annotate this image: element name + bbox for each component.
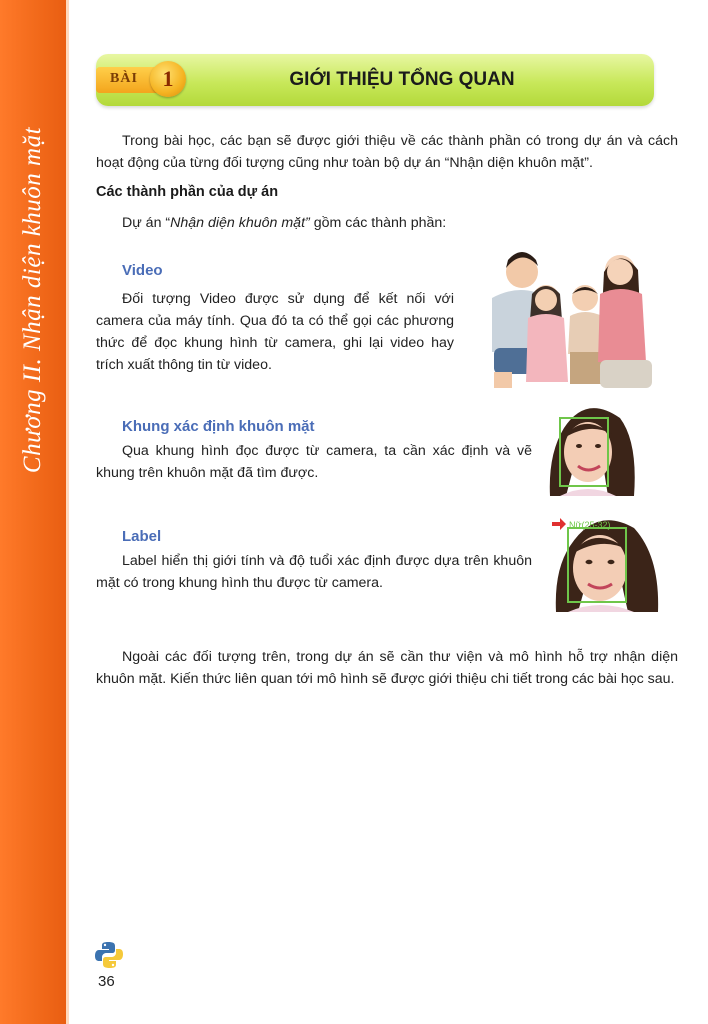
face-detection-photo <box>546 398 640 496</box>
lead-italic: Nhận diện khuôn mặt” <box>170 215 310 231</box>
python-logo-icon <box>94 940 124 970</box>
chapter-sidebar <box>0 0 69 1024</box>
label-heading: Label <box>122 528 162 545</box>
label-paragraph <box>96 550 532 594</box>
components-heading: Các thành phần của dự án <box>96 184 279 200</box>
closing-paragraph <box>96 646 678 690</box>
face-frame-heading: Khung xác định khuôn mặt <box>122 418 315 435</box>
label-text: Label hiển thị giới tính và độ tuổi xác định được dựa trên khuôn mặt có trong khung hình thu được từ camera. <box>96 553 532 591</box>
lesson-word: BÀI <box>110 71 138 86</box>
video-text: Đối tượng Video được sử dụng để kết nối với camera của máy tính. Qua đó ta có thể gọi các phương thức để đọc khung hình từ camera, ghi lại video hay trích xuất thông tin từ video. <box>96 291 454 373</box>
intro-paragraph <box>96 130 678 174</box>
video-heading: Video <box>122 262 163 279</box>
label-arrow-icon <box>552 518 566 530</box>
chapter-title: Chương II. Nhận diện khuôn mặt <box>19 126 46 474</box>
closing-text: Ngoài các đối tượng trên, trong dự án sẽ cần thư viện và mô hình hỗ trợ nhận diện khuôn mặt. Kiến thức liên quan tới mô hình sẽ được giới thiệu chi tiết trong các bài học sau. <box>96 649 678 687</box>
lesson-title: GIỚI THIỆU TỔNG QUAN <box>289 69 515 90</box>
lead-prefix: Dự án “ <box>122 215 171 231</box>
lesson-number: 1 <box>150 61 186 97</box>
page-number: 36 <box>98 973 115 990</box>
face-frame-text: Qua khung hình đọc được từ camera, ta cần xác định và vẽ khung trên khuôn mặt đã tìm được. <box>96 443 532 481</box>
video-paragraph <box>96 288 454 376</box>
lead-suffix: gồm các thành phần: <box>309 215 447 231</box>
face-label-photo <box>548 506 662 612</box>
face-frame-paragraph <box>96 440 532 484</box>
family-photo <box>470 242 660 392</box>
components-lead <box>122 212 642 234</box>
intro-text: Trong bài học, các bạn sẽ được giới thiệu về các thành phần có trong dự án và cách hoạt động của từng đối tượng cũng như toàn bộ dự án “Nhận diện khuôn mặt”. <box>96 133 678 171</box>
gender-age-label: Nữ(25-32) <box>569 520 611 530</box>
